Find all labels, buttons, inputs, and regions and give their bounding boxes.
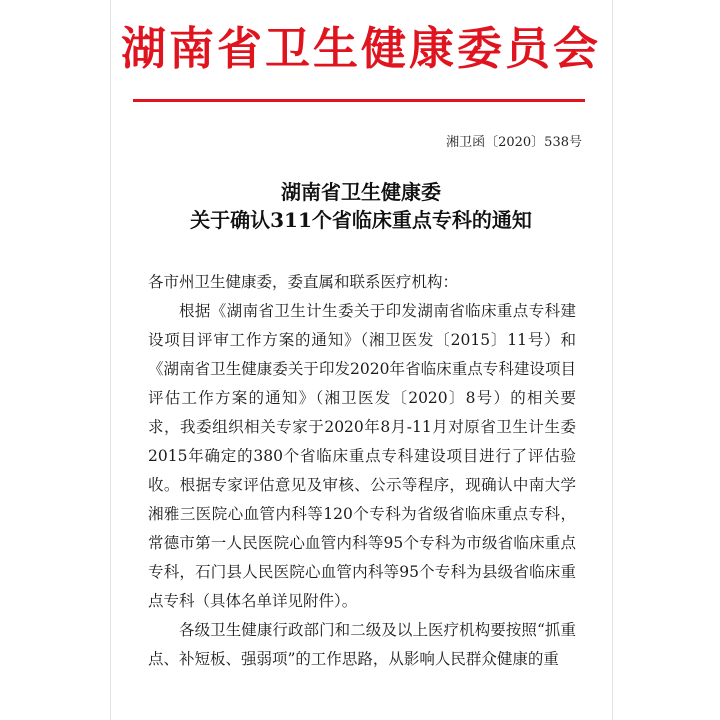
salutation: 各市州卫生健康委，委直属和联系医疗机构： (148, 273, 459, 291)
body-paragraph-1: 根据《湖南省卫生计生委关于印发湖南省临床重点专科建设项目评审工作方案的通知》（湘卫医发〔2015〕11号）和《湖南省卫生健康委关于印发2020年省临床重点专科建设项目评估工作方案的通知》（湘卫医发〔2020〕8号）的相关要求，我委组织相关专家于2020年8月-11月对原省卫生计生委2015年确定的380个省临床重点专科建设项目进行了评估验收。根据专家评估意见及审核、公示等程序，现确认中南大学湘雅三医院心血管内科等120个专科为省级省临床重点专科，常德市第一人民医院心血管内科等95个专科为市级省临床重点专科，石门县人民医院心血管内科等95个专科为县级省临床重点专科（具体名单详见附件）。 (148, 302, 576, 610)
page-border-left (110, 0, 111, 720)
body-paragraph-2: 各级卫生健康行政部门和二级及以上医疗机构要按照“抓重点、补短板、强弱项”的工作思路，从影响人民群众健康的重 (148, 621, 576, 668)
letterhead-title: 湖南省卫生健康委员会 (120, 22, 601, 75)
document-title-line-2: 关于确认311个省临床重点专科的通知 (190, 208, 532, 232)
document-title (130, 178, 592, 234)
document-number: 湘卫函〔2020〕538号 (446, 135, 582, 150)
document-body (148, 268, 576, 674)
letterhead-rule (133, 99, 585, 102)
document-title-line-1: 湖南省卫生健康委 (281, 180, 441, 204)
page-border-right (612, 0, 613, 720)
